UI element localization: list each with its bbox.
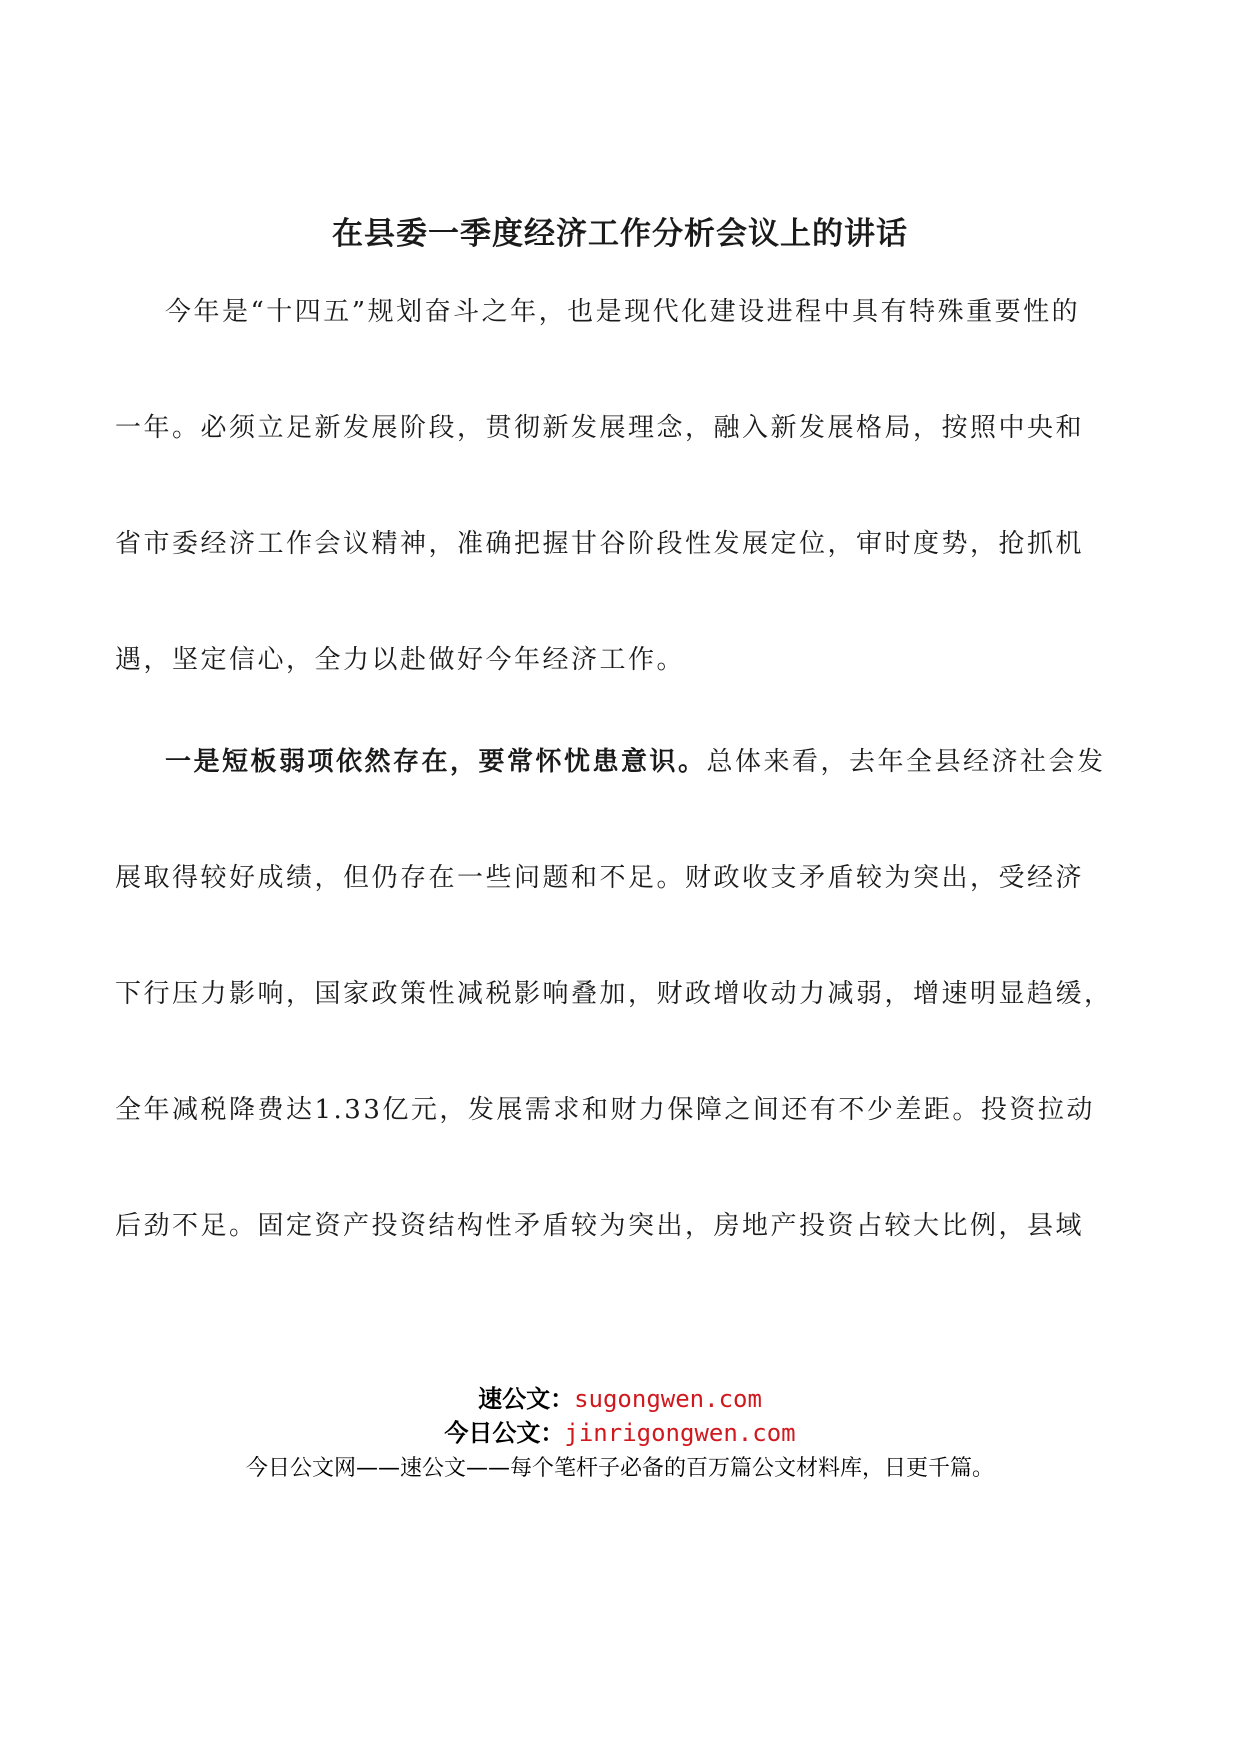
jinrigongwen-link[interactable]: jinrigongwen.com <box>564 1419 796 1447</box>
paragraph-heading: 一是短板弱项依然存在，要常怀忧患意识。 <box>165 747 707 777</box>
footer-line-jinrigongwen <box>0 1416 1240 1450</box>
paragraph-line: 下行压力影响，国家政策性减税影响叠加，财政增收动力减弱，增速明显趋缓， <box>115 979 1113 1009</box>
paragraph-first-line <box>165 742 1125 782</box>
paragraph-line: 一年。必须立足新发展阶段，贯彻新发展理念，融入新发展格局，按照中央和 <box>115 413 1085 443</box>
footer-line-sugongwen <box>0 1382 1240 1416</box>
sugongwen-link[interactable]: sugongwen.com <box>574 1385 762 1413</box>
paragraph-line-rest: 总体来看，去年全县经济社会发 <box>706 747 1106 777</box>
paragraph-line: 后劲不足。固定资产投资结构性矛盾较为突出，房地产投资占较大比例，县域 <box>115 1211 1085 1241</box>
paragraph-line: 全年减税降费达1.33亿元，发展需求和财力保障之间还有不少差距。投资拉动 <box>115 1095 1095 1125</box>
footer-label: 今日公文： <box>444 1419 565 1447</box>
document-title: 在县委一季度经济工作分析会议上的讲话 <box>332 216 908 252</box>
paragraph-line: 省市委经济工作会议精神，准确把握甘谷阶段性发展定位，审时度势，抢抓机 <box>115 529 1085 559</box>
footer-slogan: 今日公文网——速公文——每个笔杆子必备的百万篇公文材料库，日更千篇。 <box>245 1456 994 1481</box>
paragraph-line: 遇，坚定信心，全力以赴做好今年经济工作。 <box>115 645 686 675</box>
paragraph-line: 今年是“十四五”规划奋斗之年，也是现代化建设进程中具有特殊重要性的 <box>165 297 1081 327</box>
footer-label: 速公文： <box>478 1385 575 1413</box>
paragraph-line: 展取得较好成绩，但仍存在一些问题和不足。财政收支矛盾较为突出，受经济 <box>115 863 1085 893</box>
